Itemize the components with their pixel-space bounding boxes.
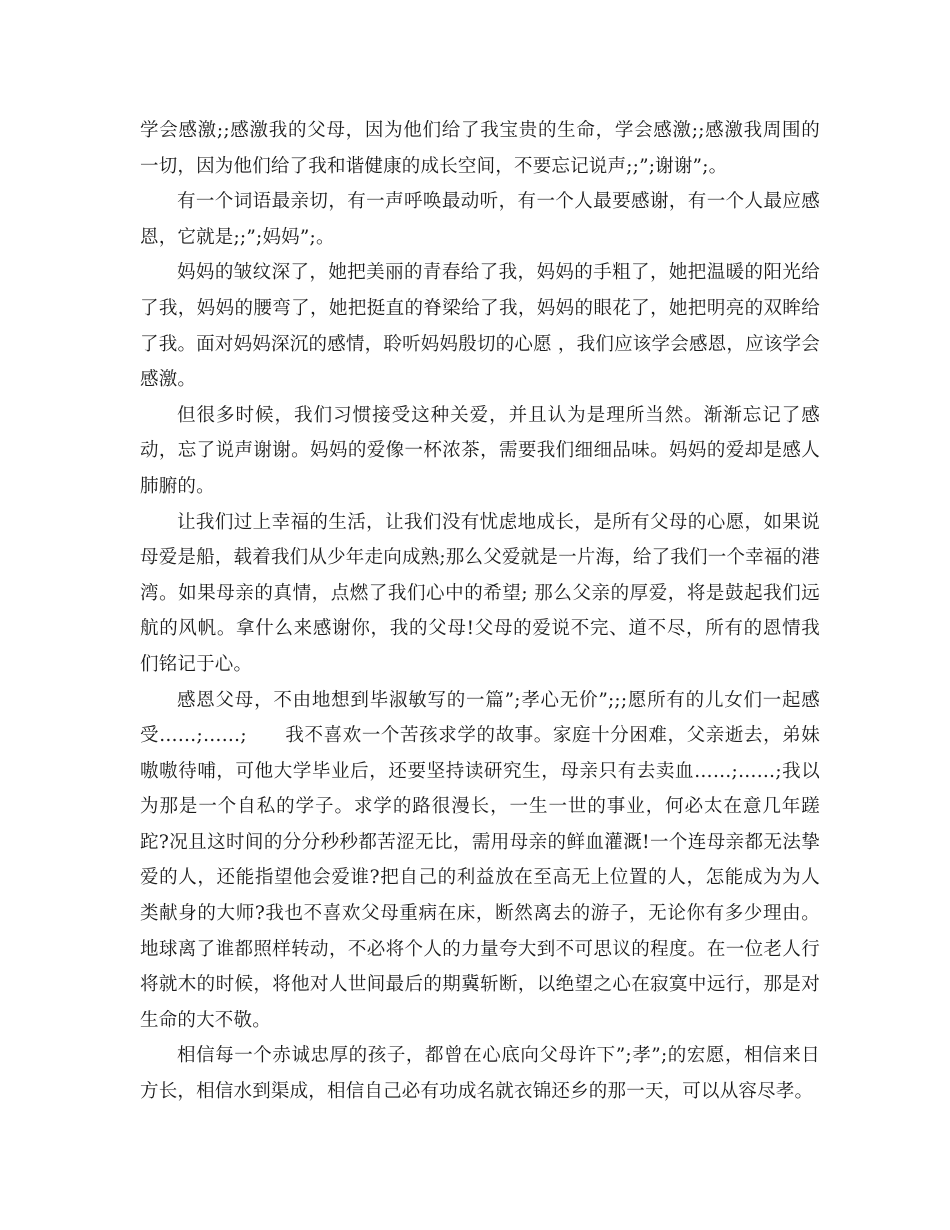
paragraph-3: 妈妈的皱纹深了，她把美丽的青春给了我，妈妈的手粗了，她把温暖的阳光给了我，妈妈的腰弯了，她把挺直的脊梁给了我，妈妈的眼花了，她把明亮的双眸给了我。面对妈妈深沉的感情，聆听妈妈殷切的心愿 ，我们应该学会感恩，应该学会感激。 — [140, 262, 820, 391]
paragraph-1: 学会感激;;感激我的父母，因为他们给了我宝贵的生命，学会感激;;感激我周围的一切，因为他们给了我和谐健康的成长空间，不要忘记说声;;”;谢谢”;。 — [140, 120, 820, 177]
paragraph-7: 相信每一个赤诚忠厚的孩子，都曾在心底向父母许下”;孝”;的宏愿，相信来日方长，相信水到渠成，相信自己必有功成名就衣锦还乡的那一天，可以从容尽孝。 — [140, 1045, 820, 1103]
paragraph-2: 有一个词语最亲切，有一声呼唤最动听，有一个人最要感谢，有一个人最应感恩，它就是;;”;妈妈”;。 — [140, 191, 820, 248]
paragraph-4: 但很多时候，我们习惯接受这种关爱，并且认为是理所当然。渐渐忘记了感动，忘了说声谢谢。妈妈的爱像一杯浓茶，需要我们细细品味。妈妈的爱却是感人肺腑的。 — [140, 404, 820, 497]
paragraph-5: 让我们过上幸福的生活，让我们没有忧虑地成长，是所有父母的心愿，如果说母爱是船，载着我们从少年走向成熟;那么父爱就是一片海，给了我们一个幸福的港湾。如果母亲的真情，点燃了我们心中的希望; 那么父亲的厚爱，将是鼓起我们远航的风帆。拿什么来感谢你，我的父母!父母的爱说不完、道不尽，所有的恩情我们铭记于心。 — [140, 511, 820, 675]
paragraph-6: 感恩父母，不由地想到毕淑敏写的一篇”;孝心无价”;;;愿所有的儿女们一起感受……;……; 我不喜欢一个苦孩求学的故事。家庭十分困难，父亲逝去，弟妹嗷嗷待哺，可他大学毕业后，还要坚持读研究生，母亲只有去卖血……;……;我以为那是一个自私的学子。求学的路很漫长，一生一世的事业，何必太在意几年蹉跎?况且这时间的分分秒秒都苦涩无比，需用母亲的鲜血灌溉!一个连母亲都无法挚爱的人，还能指望他会爱谁?把自己的利益放在至高无上位置的人，怎能成为为人类献身的大师?我也不喜欢父母重病在床，断然离去的游子，无论你有多少理由。地球离了谁都照样转动，不必将个人的力量夸大到不可思议的程度。在一位老人行将就木的时候，将他对人世间最后的期冀斩断，以绝望之心在寂寞中远行，那是对生命的大不敬。 — [140, 689, 820, 1031]
document-body — [140, 113, 820, 1110]
